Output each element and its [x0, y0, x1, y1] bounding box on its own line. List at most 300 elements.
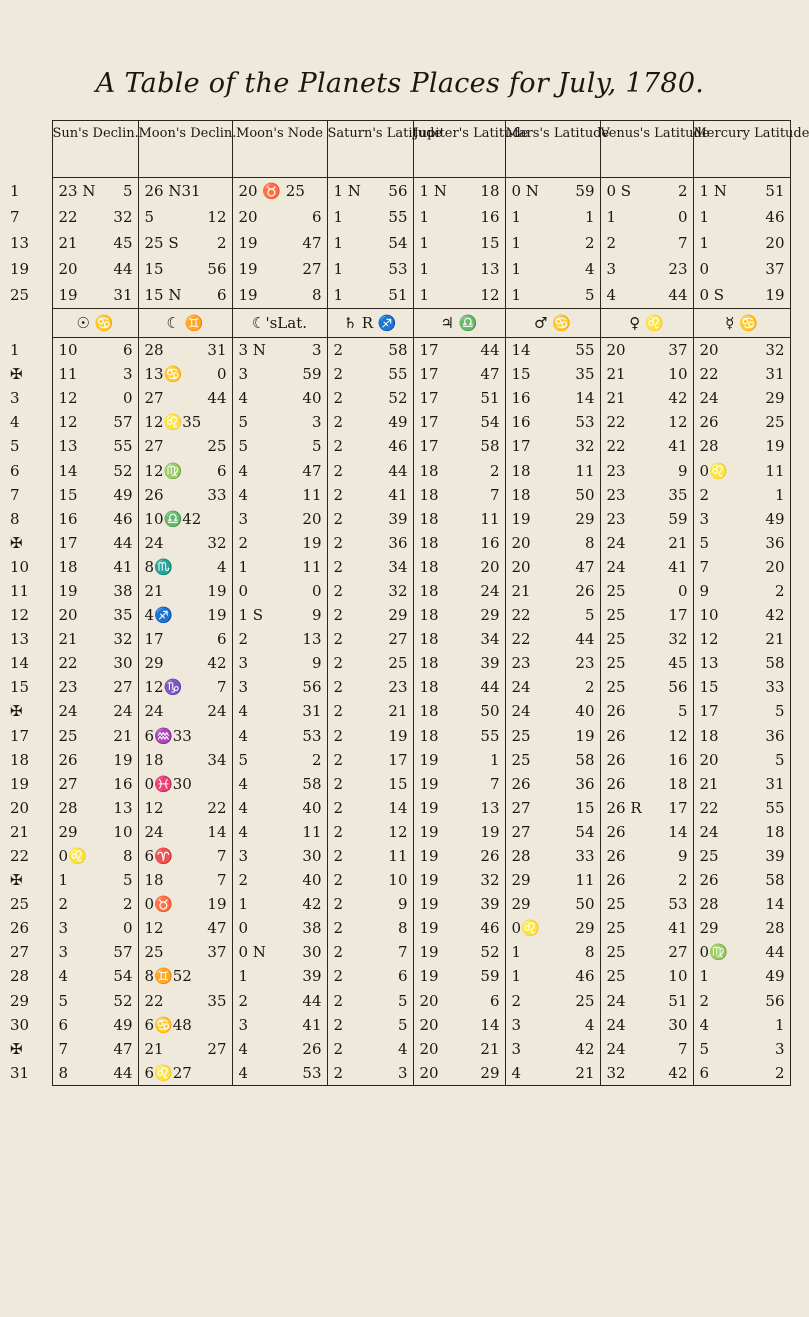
cell-degrees: 1 — [333, 208, 344, 226]
moon-declination-cell — [138, 989, 232, 1013]
cell-minutes: 58 — [302, 774, 322, 793]
cell-minutes: 50 — [575, 485, 595, 504]
cell-degrees: 18 — [419, 702, 439, 721]
cell-degrees: 12♑ — [144, 678, 183, 697]
cell-degrees: 27 — [144, 437, 164, 456]
venus-latitude-cell — [600, 603, 693, 627]
moon-declination-cell — [138, 1037, 232, 1061]
cell-degrees: 20 — [419, 1039, 439, 1058]
cell-degrees: 5 — [58, 991, 69, 1010]
cell-degrees: 1 — [58, 871, 69, 890]
jupiter-latitude-cell — [413, 989, 505, 1013]
mercury-latitude-cell — [693, 531, 790, 555]
saturn-latitude-cell — [327, 1061, 413, 1086]
day-label: 14 — [10, 654, 30, 673]
moon-node-cell — [232, 844, 327, 868]
moon-declination-symbol: ☾ ♊ — [138, 309, 232, 338]
cell-degrees: 2 — [333, 871, 344, 890]
cell-minutes: 0 — [677, 208, 688, 226]
table-row — [10, 964, 790, 988]
mercury-latitude-cell — [693, 940, 790, 964]
cell-degrees: 21 — [58, 630, 78, 649]
table-row — [10, 772, 790, 796]
cell-degrees: 4 — [238, 798, 249, 817]
cell-degrees: 1 — [419, 260, 430, 278]
cell-minutes: 46 — [388, 437, 408, 456]
saturn-latitude-cell — [327, 362, 413, 386]
cell-minutes: 44 — [480, 341, 500, 360]
cell-minutes: 3 — [397, 1063, 408, 1082]
cell-minutes: 39 — [765, 847, 785, 866]
cell-minutes: 58 — [388, 341, 408, 360]
cell-degrees: 24 — [606, 1039, 626, 1058]
cell-degrees: 24 — [699, 822, 719, 841]
cell-degrees: 12 — [58, 413, 78, 432]
cell-minutes: 51 — [765, 182, 785, 200]
mercury-latitude-cell — [693, 410, 790, 434]
cell-minutes: 5 — [677, 702, 688, 721]
cell-degrees: 18 — [144, 750, 164, 769]
cell-degrees: 4 — [238, 726, 249, 745]
cell-minutes: 42 — [765, 606, 785, 625]
cell-minutes: 9 — [677, 847, 688, 866]
saturn-latitude-cell — [327, 603, 413, 627]
moon-declination-cell — [138, 434, 232, 458]
jupiter-latitude-cell — [413, 362, 505, 386]
cell-degrees: 2 — [333, 798, 344, 817]
cell-minutes: 42 — [668, 389, 688, 408]
cell-minutes: 20 — [765, 234, 785, 252]
venus-latitude-cell — [600, 178, 693, 205]
cell-minutes: 23 — [575, 654, 595, 673]
table-row — [10, 844, 790, 868]
cell-minutes: 33 — [765, 678, 785, 697]
day-label: 15 — [10, 678, 30, 697]
saturn-latitude-cell — [327, 675, 413, 699]
table-row — [10, 178, 790, 205]
day-label: 26 — [10, 919, 30, 938]
cell-degrees: 12 — [58, 389, 78, 408]
cell-degrees: 0 N — [238, 943, 266, 962]
saturn-latitude-cell — [327, 410, 413, 434]
venus-latitude-cell — [600, 989, 693, 1013]
cell-degrees: 8♊52 — [144, 967, 192, 986]
day-label: 29 — [10, 991, 30, 1010]
cell-degrees: 16 — [511, 413, 531, 432]
table-row — [10, 531, 790, 555]
cell-degrees: 1 — [419, 286, 430, 304]
saturn-latitude-cell — [327, 507, 413, 531]
cell-degrees: 2 — [333, 1063, 344, 1082]
day-label: 7 — [10, 208, 20, 226]
cell-minutes: 37 — [207, 943, 227, 962]
mars-latitude-cell — [505, 651, 600, 675]
mercury-latitude-cell — [693, 1013, 790, 1037]
moon-node-cell — [232, 916, 327, 940]
moon-declination-cell — [138, 282, 232, 309]
mercury-latitude-cell — [693, 675, 790, 699]
cell-degrees: 4 — [238, 822, 249, 841]
cell-degrees: 26 — [511, 774, 531, 793]
cell-degrees: 15 — [511, 365, 531, 384]
cell-degrees: 2 — [333, 991, 344, 1010]
day-label: 4 — [10, 413, 20, 432]
sun-declination-cell — [52, 748, 138, 772]
table-row — [10, 796, 790, 820]
cell-minutes: 26 — [480, 847, 500, 866]
moon-declination-cell — [138, 507, 232, 531]
jupiter-latitude-cell — [413, 796, 505, 820]
jupiter-latitude-cell — [413, 1061, 505, 1086]
saturn-latitude-cell — [327, 338, 413, 363]
jupiter-latitude-cell — [413, 724, 505, 748]
saturn-latitude-cell — [327, 940, 413, 964]
cell-degrees: 2 — [333, 341, 344, 360]
cell-degrees: 10 — [58, 341, 78, 360]
cell-degrees: 21 — [606, 365, 626, 384]
cell-degrees: 2 — [333, 509, 344, 528]
cell-degrees: 15 N — [144, 286, 182, 304]
cell-minutes: 51 — [668, 991, 688, 1010]
sun-declination-cell — [52, 772, 138, 796]
cell-minutes: 0 — [311, 581, 322, 600]
mars-latitude-cell — [505, 230, 600, 256]
day-label: 1 — [10, 181, 20, 200]
cell-minutes: 27 — [113, 678, 133, 697]
jupiter-latitude-cell — [413, 699, 505, 723]
cell-degrees: 26 — [606, 726, 626, 745]
cell-minutes: 33 — [575, 847, 595, 866]
cell-degrees: 19 — [419, 895, 439, 914]
moon-declination-cell — [138, 772, 232, 796]
cell-degrees: 27 — [58, 774, 78, 793]
cell-degrees: 13 — [58, 437, 78, 456]
cell-minutes: 21 — [113, 726, 133, 745]
venus-latitude-cell — [600, 796, 693, 820]
cell-minutes: 6 — [216, 461, 227, 480]
venus-latitude-cell — [600, 362, 693, 386]
moon-declination-cell — [138, 1013, 232, 1037]
cell-minutes: 0 — [216, 365, 227, 384]
mars-latitude-cell — [505, 458, 600, 482]
cell-minutes: 49 — [113, 1015, 133, 1034]
cell-degrees: 22 — [511, 630, 531, 649]
cell-degrees: 20 — [58, 606, 78, 625]
cell-minutes: 35 — [668, 485, 688, 504]
cell-degrees: 21 — [511, 581, 531, 600]
venus-latitude-cell — [600, 282, 693, 309]
jupiter-latitude-cell — [413, 410, 505, 434]
cell-minutes: 7 — [677, 234, 688, 252]
mercury-latitude-cell — [693, 178, 790, 205]
jupiter-latitude-cell — [413, 844, 505, 868]
sun-declination-cell — [52, 796, 138, 820]
cell-minutes: 32 — [388, 581, 408, 600]
cell-minutes: 37 — [668, 341, 688, 360]
venus-latitude-cell — [600, 230, 693, 256]
cell-minutes: 5 — [397, 1015, 408, 1034]
cell-degrees: 28 — [511, 847, 531, 866]
cell-minutes: 14 — [480, 1015, 500, 1034]
cell-minutes: 22 — [207, 798, 227, 817]
cell-minutes: 31 — [207, 341, 227, 360]
cell-minutes: 24 — [480, 581, 500, 600]
cell-degrees: 19 — [419, 967, 439, 986]
venus-latitude-cell — [600, 579, 693, 603]
venus-latitude-cell — [600, 724, 693, 748]
cell-degrees: 21 — [58, 234, 78, 252]
saturn-latitude-cell — [327, 555, 413, 579]
moon-declination-cell — [138, 1061, 232, 1086]
cell-minutes: 53 — [302, 726, 322, 745]
cell-minutes: 5 — [311, 437, 322, 456]
moon-node-cell — [232, 483, 327, 507]
cell-minutes: 27 — [302, 260, 322, 278]
table-row — [10, 820, 790, 844]
cell-degrees: 15 — [144, 260, 164, 278]
cell-degrees: 22 — [58, 208, 78, 226]
cell-minutes: 47 — [302, 461, 322, 480]
mercury-latitude-cell — [693, 651, 790, 675]
mars-latitude-cell — [505, 940, 600, 964]
moon-declination-cell — [138, 230, 232, 256]
cell-minutes: 11 — [765, 461, 785, 480]
cell-minutes: 19 — [480, 822, 500, 841]
cell-minutes: 42 — [668, 1063, 688, 1082]
cell-degrees: 14 — [58, 461, 78, 480]
cell-degrees: 0 N — [511, 182, 539, 200]
mars-latitude-cell — [505, 531, 600, 555]
cell-degrees: 0♌ — [511, 919, 540, 938]
moon-node-cell — [232, 964, 327, 988]
saturn-latitude-cell — [327, 386, 413, 410]
cell-degrees: 4 — [58, 967, 69, 986]
cell-minutes: 55 — [388, 365, 408, 384]
cell-minutes: 11 — [575, 871, 595, 890]
table-row — [10, 892, 790, 916]
saturn-latitude-cell — [327, 892, 413, 916]
sun-declination-cell — [52, 410, 138, 434]
cell-minutes: 44 — [480, 678, 500, 697]
cell-minutes: 9 — [397, 895, 408, 914]
jupiter-latitude-cell — [413, 434, 505, 458]
venus-latitude-cell — [600, 1061, 693, 1086]
mars-latitude-cell — [505, 256, 600, 282]
cell-minutes: 44 — [207, 389, 227, 408]
mars-latitude-cell — [505, 964, 600, 988]
cell-minutes: 14 — [207, 822, 227, 841]
cell-degrees: 0♌ — [699, 461, 728, 480]
cell-degrees: 2 — [333, 437, 344, 456]
cell-minutes: 51 — [480, 389, 500, 408]
header-mercury-latitude: Mercury Latitude — [693, 121, 790, 178]
cell-minutes: 20 — [480, 557, 500, 576]
header-venus-latitude: Venus's Latitude — [600, 121, 693, 178]
venus-latitude-cell — [600, 627, 693, 651]
cell-minutes: 54 — [113, 967, 133, 986]
cell-minutes: 5 — [584, 606, 595, 625]
cell-degrees: 2 — [333, 654, 344, 673]
saturn-latitude-cell — [327, 651, 413, 675]
cell-minutes: 58 — [765, 871, 785, 890]
cell-minutes: 57 — [113, 943, 133, 962]
cell-minutes: 21 — [668, 533, 688, 552]
cell-degrees: 1 — [333, 260, 344, 278]
cell-minutes: 41 — [668, 557, 688, 576]
cell-degrees: 29 — [58, 822, 78, 841]
cell-degrees: 20 — [419, 1063, 439, 1082]
cell-minutes: 7 — [397, 943, 408, 962]
day-label: 1 — [10, 340, 20, 359]
cell-degrees: 28 — [144, 341, 164, 360]
jupiter-latitude-cell — [413, 675, 505, 699]
cell-degrees: 2 — [699, 991, 710, 1010]
cell-degrees: 22 — [606, 437, 626, 456]
cell-minutes: 14 — [668, 822, 688, 841]
cell-degrees: 25 — [606, 919, 626, 938]
cell-minutes: 52 — [388, 389, 408, 408]
saturn-latitude-cell — [327, 748, 413, 772]
cell-degrees: 0♉ — [144, 895, 173, 914]
saturn-latitude-cell — [327, 458, 413, 482]
cell-minutes: 11 — [302, 557, 322, 576]
cell-degrees: 23 — [511, 654, 531, 673]
cell-minutes: 5 — [122, 871, 133, 890]
cell-degrees: 8 — [58, 1063, 69, 1082]
venus-latitude-cell — [600, 555, 693, 579]
cell-degrees: 2 — [333, 847, 344, 866]
cell-degrees: 25 — [58, 726, 78, 745]
sun-declination-cell — [52, 964, 138, 988]
mars-latitude-cell — [505, 675, 600, 699]
cell-minutes: 31 — [302, 702, 322, 721]
cell-degrees: 20 — [238, 208, 258, 226]
moon-declination-cell — [138, 627, 232, 651]
moon-node-cell — [232, 796, 327, 820]
sun-declination-cell — [52, 916, 138, 940]
venus-latitude-cell — [600, 386, 693, 410]
cell-degrees: 26 — [606, 774, 626, 793]
table-row — [10, 230, 790, 256]
cell-minutes: 5 — [584, 286, 595, 304]
mars-latitude-cell — [505, 699, 600, 723]
moon-declination-cell — [138, 410, 232, 434]
cell-minutes: 40 — [575, 702, 595, 721]
cell-degrees: 1 N — [699, 182, 727, 200]
cell-minutes: 37 — [765, 260, 785, 278]
cell-minutes: 56 — [765, 991, 785, 1010]
moon-declination-cell — [138, 892, 232, 916]
cell-minutes: 11 — [575, 461, 595, 480]
moon-node-cell — [232, 820, 327, 844]
cell-degrees: 2 — [333, 557, 344, 576]
cell-degrees: 25 — [606, 654, 626, 673]
cell-degrees: 1 — [238, 967, 249, 986]
mercury-latitude-cell — [693, 820, 790, 844]
moon-node-cell — [232, 204, 327, 230]
moon-declination-cell — [138, 458, 232, 482]
cell-degrees: 24 — [606, 1015, 626, 1034]
sun-declination-cell — [52, 282, 138, 309]
moon-declination-cell — [138, 940, 232, 964]
cell-degrees: 1 N — [333, 182, 361, 200]
cell-degrees: 18 — [419, 485, 439, 504]
cell-minutes: 13 — [302, 630, 322, 649]
cell-minutes: 17 — [668, 798, 688, 817]
cell-minutes: 32 — [668, 630, 688, 649]
cell-minutes: 10 — [668, 967, 688, 986]
cell-minutes: 35 — [113, 606, 133, 625]
sun-declination-cell — [52, 507, 138, 531]
cell-minutes: 59 — [480, 967, 500, 986]
moon-declination-cell — [138, 964, 232, 988]
sun-declination-cell — [52, 531, 138, 555]
cell-degrees: 15 — [58, 485, 78, 504]
day-label: ✠ — [10, 702, 23, 721]
cell-minutes: 41 — [668, 437, 688, 456]
cell-degrees: 3 — [238, 678, 249, 697]
cell-degrees: 4 — [699, 1015, 710, 1034]
cell-minutes: 8 — [122, 847, 133, 866]
mercury-latitude-cell — [693, 458, 790, 482]
cell-degrees: 2 — [238, 991, 249, 1010]
jupiter-latitude-cell — [413, 386, 505, 410]
cell-degrees: 22 — [511, 606, 531, 625]
cell-degrees: 19 — [58, 581, 78, 600]
saturn-latitude-cell — [327, 483, 413, 507]
cell-minutes: 15 — [575, 798, 595, 817]
cell-minutes: 42 — [575, 1039, 595, 1058]
cell-minutes: 54 — [388, 234, 408, 252]
cell-minutes: 30 — [113, 654, 133, 673]
mars-latitude-cell — [505, 1013, 600, 1037]
venus-latitude-cell — [600, 483, 693, 507]
moon-node-cell — [232, 256, 327, 282]
cell-degrees: 25 — [699, 847, 719, 866]
cell-minutes: 54 — [480, 413, 500, 432]
moon-declination-cell — [138, 916, 232, 940]
cell-minutes: 19 — [765, 437, 785, 456]
header-moon-declination: Moon's Declin. — [138, 121, 232, 178]
saturn-latitude-cell — [327, 579, 413, 603]
cell-minutes: 53 — [575, 413, 595, 432]
cell-degrees: 9 — [699, 581, 710, 600]
cell-minutes: 16 — [480, 208, 500, 226]
cell-degrees: 2 — [333, 726, 344, 745]
day-label: 25 — [10, 286, 30, 305]
mercury-latitude-cell — [693, 748, 790, 772]
sun-declination-cell — [52, 820, 138, 844]
cell-degrees: 2 — [58, 895, 69, 914]
cell-degrees: 18 — [58, 557, 78, 576]
venus-latitude-cell — [600, 964, 693, 988]
sun-declination-cell — [52, 603, 138, 627]
cell-degrees: 25 — [144, 943, 164, 962]
cell-minutes: 33 — [207, 485, 227, 504]
cell-minutes: 31 — [765, 365, 785, 384]
venus-latitude-cell — [600, 820, 693, 844]
mercury-latitude-cell — [693, 204, 790, 230]
cell-degrees: 6♈ — [144, 847, 173, 866]
cell-degrees: 23 — [606, 509, 626, 528]
cell-degrees: 0 — [699, 260, 710, 278]
cell-degrees: 21 — [699, 774, 719, 793]
table-row — [10, 338, 790, 363]
mercury-latitude-cell — [693, 796, 790, 820]
cell-degrees: 22 — [58, 654, 78, 673]
cell-minutes: 55 — [113, 437, 133, 456]
cell-minutes: 49 — [765, 509, 785, 528]
